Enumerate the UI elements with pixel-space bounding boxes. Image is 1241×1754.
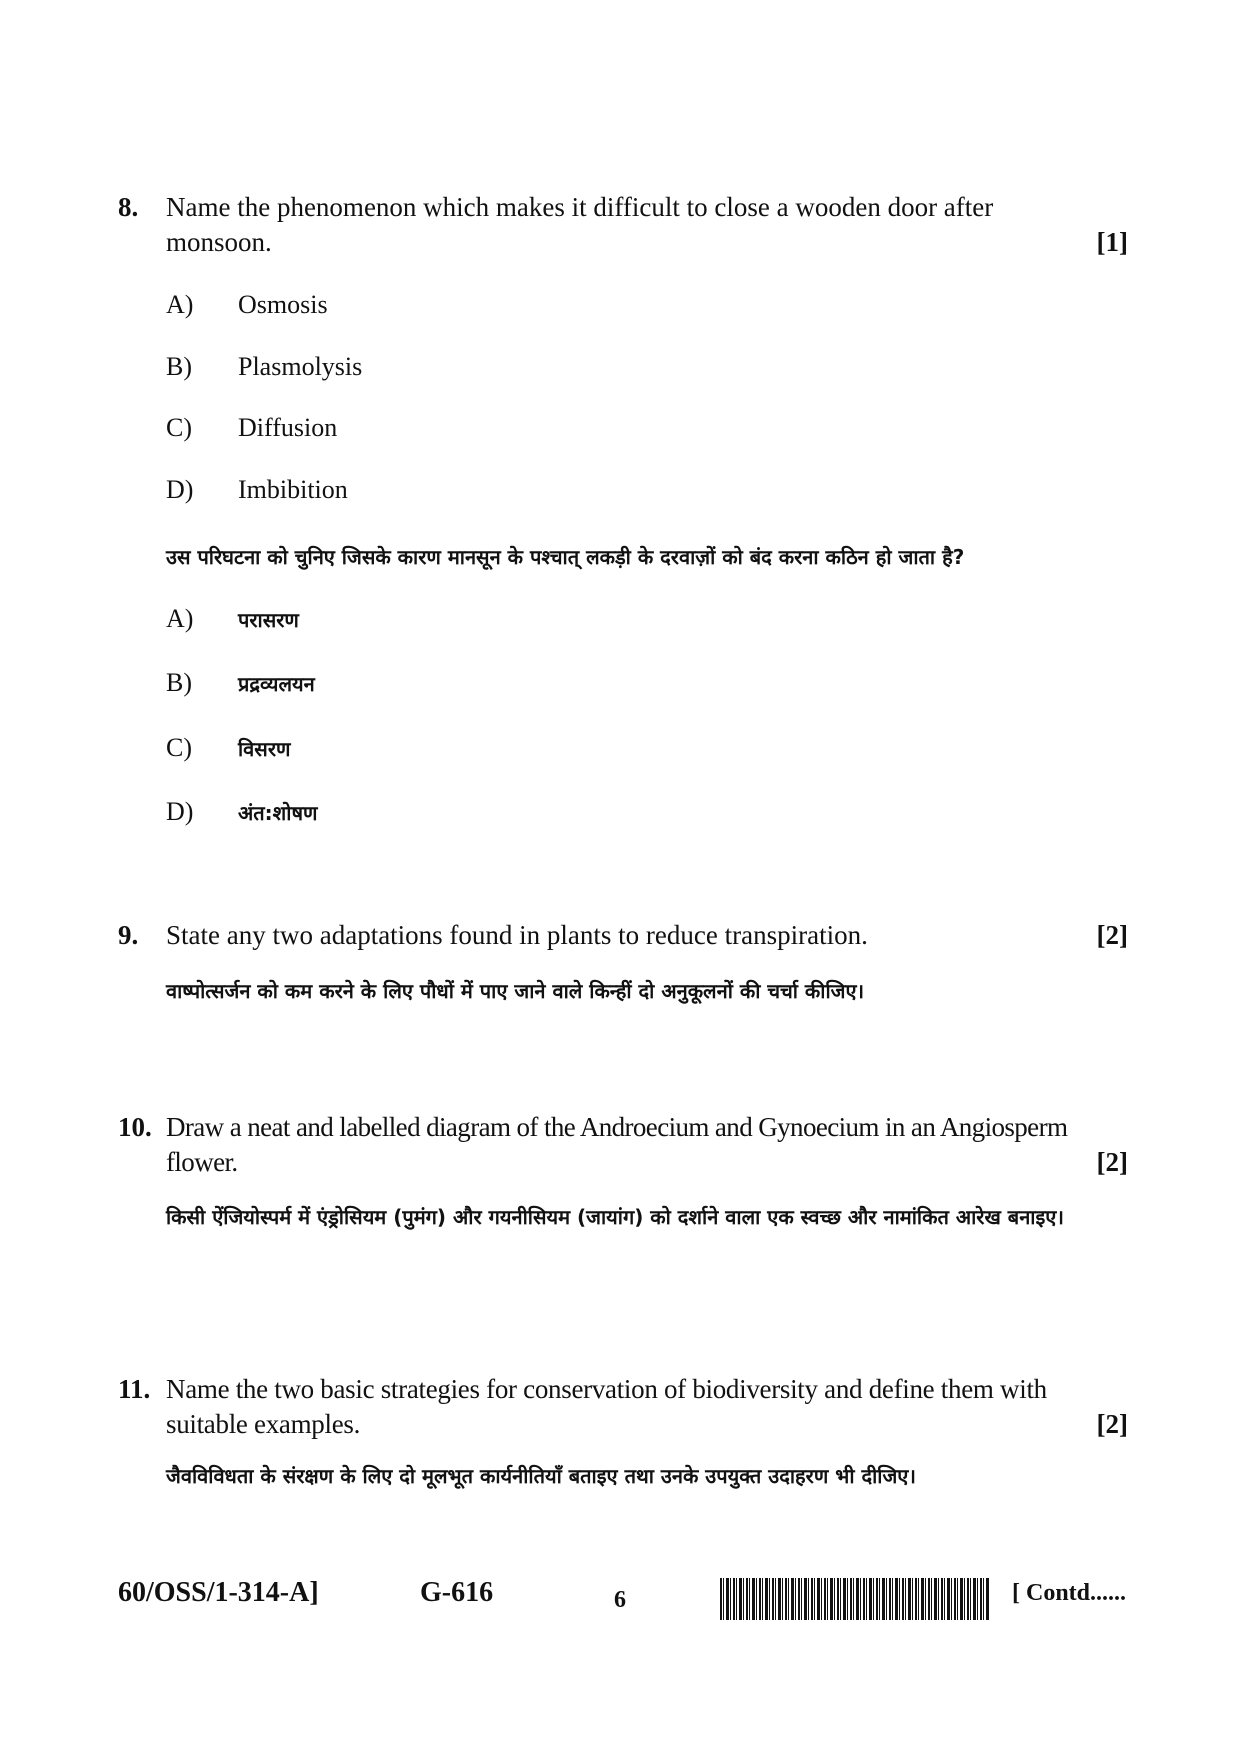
paper-code: 60/OSS/1-314-A] bbox=[118, 1577, 319, 1608]
option-a-hindi: A) परासरण bbox=[166, 604, 299, 633]
question-text: Draw a neat and labelled diagram of the Androecium and Gynoecium in an Angiosperm flower. bbox=[166, 1112, 1068, 1177]
continued-label: [ Contd...... bbox=[1012, 1580, 1127, 1606]
question-number: 9. bbox=[118, 920, 139, 950]
option-d-hindi: D) अंत:शोषण bbox=[166, 797, 318, 826]
option-b: B) Plasmolysis bbox=[166, 352, 363, 381]
barcode-icon bbox=[720, 1578, 990, 1620]
option-c-hindi: C) विसरण bbox=[166, 733, 291, 762]
question-number: 11. bbox=[118, 1374, 151, 1404]
question-10 bbox=[118, 1110, 1128, 1240]
option-b-hindi: B) प्रद्रव्यलयन bbox=[166, 668, 315, 697]
option-d: D) Imbibition bbox=[166, 475, 348, 504]
question-text: State any two adaptations found in plants to reduce transpiration. bbox=[166, 920, 868, 950]
question-8-hindi: उस परिघटना को चुनिए जिसके कारण मानसून के पश्चात् लकड़ी के दरवाज़ों को बंद करना कठिन हो जाता है? bbox=[166, 545, 965, 569]
question-9 bbox=[118, 918, 1128, 1011]
question-hindi: किसी ऐंजियोस्पर्म में एंड्रोसियम (पुमंग) और गयनीसियम (जायांग) को दर्शाने वाला एक स्वच्छ और नामांकित आरेख बनाइए। bbox=[166, 1205, 1064, 1229]
marks-label: [1] bbox=[1096, 227, 1128, 257]
question-number: 10. bbox=[118, 1112, 152, 1142]
page-number: 6 bbox=[614, 1587, 626, 1613]
series-code: G-616 bbox=[420, 1577, 494, 1608]
question-11 bbox=[118, 1372, 1128, 1496]
question-8 bbox=[118, 190, 1128, 260]
question-hindi: जैवविविधता के संरक्षण के लिए दो मूलभूत कार्यनीतियाँ बताइए तथा उनके उपयुक्त उदाहरण भी दीजिए। bbox=[166, 1464, 916, 1488]
marks-label: [2] bbox=[1096, 920, 1128, 950]
question-hindi: वाष्पोत्सर्जन को कम करने के लिए पौधों में पाए जाने वाले किन्हीं दो अनुकूलनों की चर्चा कीजिए। bbox=[166, 979, 865, 1003]
option-a: A) Osmosis bbox=[166, 290, 328, 319]
question-number: 8. bbox=[118, 192, 139, 222]
option-c: C) Diffusion bbox=[166, 413, 338, 442]
marks-label: [2] bbox=[1096, 1147, 1128, 1177]
marks-label: [2] bbox=[1096, 1409, 1128, 1439]
question-text: Name the phenomenon which makes it difficult to close a wooden door after monsoon. bbox=[166, 192, 994, 257]
question-text: Name the two basic strategies for conservation of biodiversity and define them with suitable examples. bbox=[166, 1374, 1047, 1439]
